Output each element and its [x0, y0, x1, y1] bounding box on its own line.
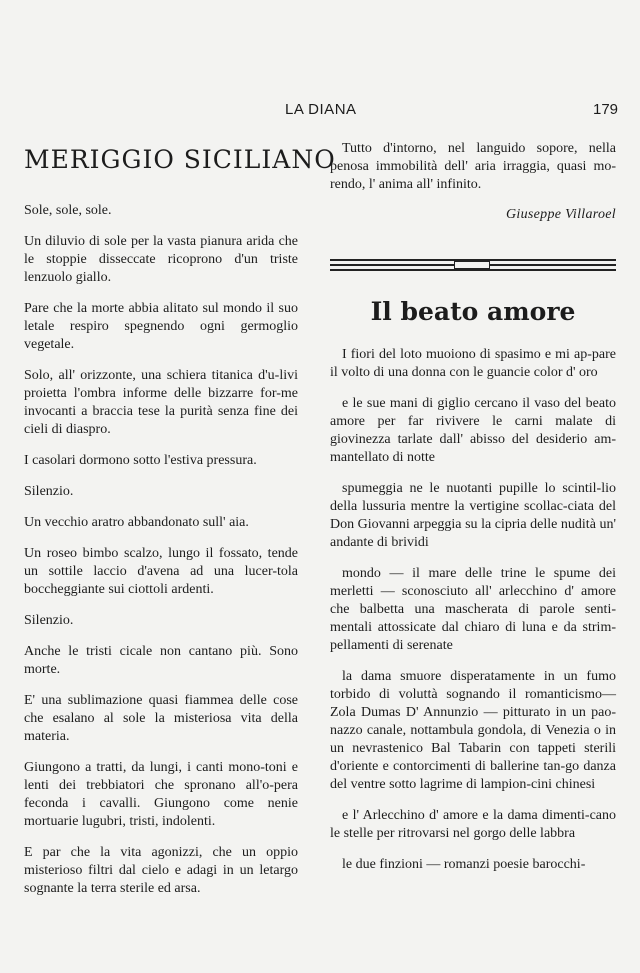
paragraph: Anche le tristi cicale non cantano più. Sono morte.	[24, 644, 298, 677]
paragraph: le due finzioni — romanzi poesie barocchi-	[342, 857, 586, 872]
continuation-paragraph: Tutto d'intorno, nel languido sopore, nella penosa immobilità dell' aria irraggia, quasi mo-rendo, l' anima all' infinito.	[330, 141, 616, 192]
paragraph: e l' Arlecchino d' amore e la dama dimenti-cano le stelle per ritrovarsi nel gorgo delle labbra	[330, 808, 616, 841]
paragraph: I casolari dormono sotto l'estiva pressura.	[24, 453, 257, 468]
paragraph: E par che la vita agonizzi, che un oppio misterioso filtri dal cielo e adagi in un letargo sognante la terra sterile ed arsa.	[24, 845, 298, 896]
paragraph: Un roseo bimbo scalzo, lungo il fossato, tende un sottile laccio d'avena ad una lucer-tola boccheggiante sui ciottoli ardenti.	[24, 546, 298, 597]
paragraph: Silenzio.	[24, 613, 74, 628]
journal-name: LA DIANA	[285, 101, 357, 118]
paragraph: Un diluvio di sole per la vasta pianura arida che le stoppie disseccate ricoprono d'un triste lenzuolo giallo.	[24, 234, 298, 285]
paragraph: Sole, sole, sole.	[24, 203, 112, 218]
right-column	[330, 140, 616, 887]
paragraph: mondo — il mare delle trine le spume dei merletti — sconosciuto all' arlecchino d' amore che balbetta una mascherata di parole senti-mentali attossicate dal chiaro di luna e da strim-pellamenti di serenate	[330, 566, 616, 653]
paragraph: Pare che la morte abbia alitato sul mondo il suo letale respiro spegnendo ogni germoglio vegetale.	[24, 301, 298, 352]
paragraph: Un vecchio aratro abbandonato sull' aia.	[24, 515, 249, 530]
left-column	[24, 140, 336, 911]
divider-ornament	[454, 261, 490, 269]
page-number: 179	[593, 101, 619, 118]
page-header	[0, 101, 640, 121]
paragraph: Silenzio.	[24, 484, 74, 499]
paragraph: spumeggia ne le nuotanti pupille lo scintil-lio della lussuria mentre la vertigine scollac-ciata del Don Giovanni arpeggia su la cipria delle nudità un' andante di brividi	[330, 481, 616, 550]
paragraph: Solo, all' orizzonte, una schiera titanica d'u-livi proietta l'ombra informe delle bizzarre for-me invocanti a braccia tese la purità senza fine dei cieli di diaspro.	[24, 368, 298, 437]
paragraph: e le sue mani di giglio cercano il vaso del beato amore per far rivivere le carni malate di giovinezza tarlate dall' abisso del desiderio am-mantellato di notte	[330, 396, 616, 465]
paragraph: I fiori del loto muoiono di spasimo e mi ap-pare il volto di una donna con le guancie color d' oro	[330, 347, 616, 380]
divider-rule	[330, 269, 616, 271]
paragraph: la dama smuore disperatamente in un fumo torbido di voluttà sognando il romanticismo— Zola Dumas D' Annunzio — pitturato in un pao-nazzo canale, nottambula gondola, di Venezia o in un nevrastenico Bal Tabarin con tappeti sterili d'oriente e contorcimenti di ballerine tan-go danza del ventre sotto lagrime di lampion-cini chinesi	[330, 669, 616, 792]
paragraph: E' una sublimazione quasi fiammea delle cose che esalano al sole la misteriosa vita della materia.	[24, 693, 298, 744]
section-divider	[330, 259, 616, 273]
poem-title-meriggio: MERIGGIO SICILIANO	[24, 145, 336, 174]
author-signature: Giuseppe Villaroel	[506, 207, 616, 222]
poem-title-beato-amore: Il beato amore	[370, 297, 576, 326]
paragraph: Giungono a tratti, da lungi, i canti mono-toni e lenti dei trebbiatori che spronano all'o-pera feconda i cavalli. Giungono come nenie mortuarie lugubri, tristi, indolenti.	[24, 760, 298, 829]
